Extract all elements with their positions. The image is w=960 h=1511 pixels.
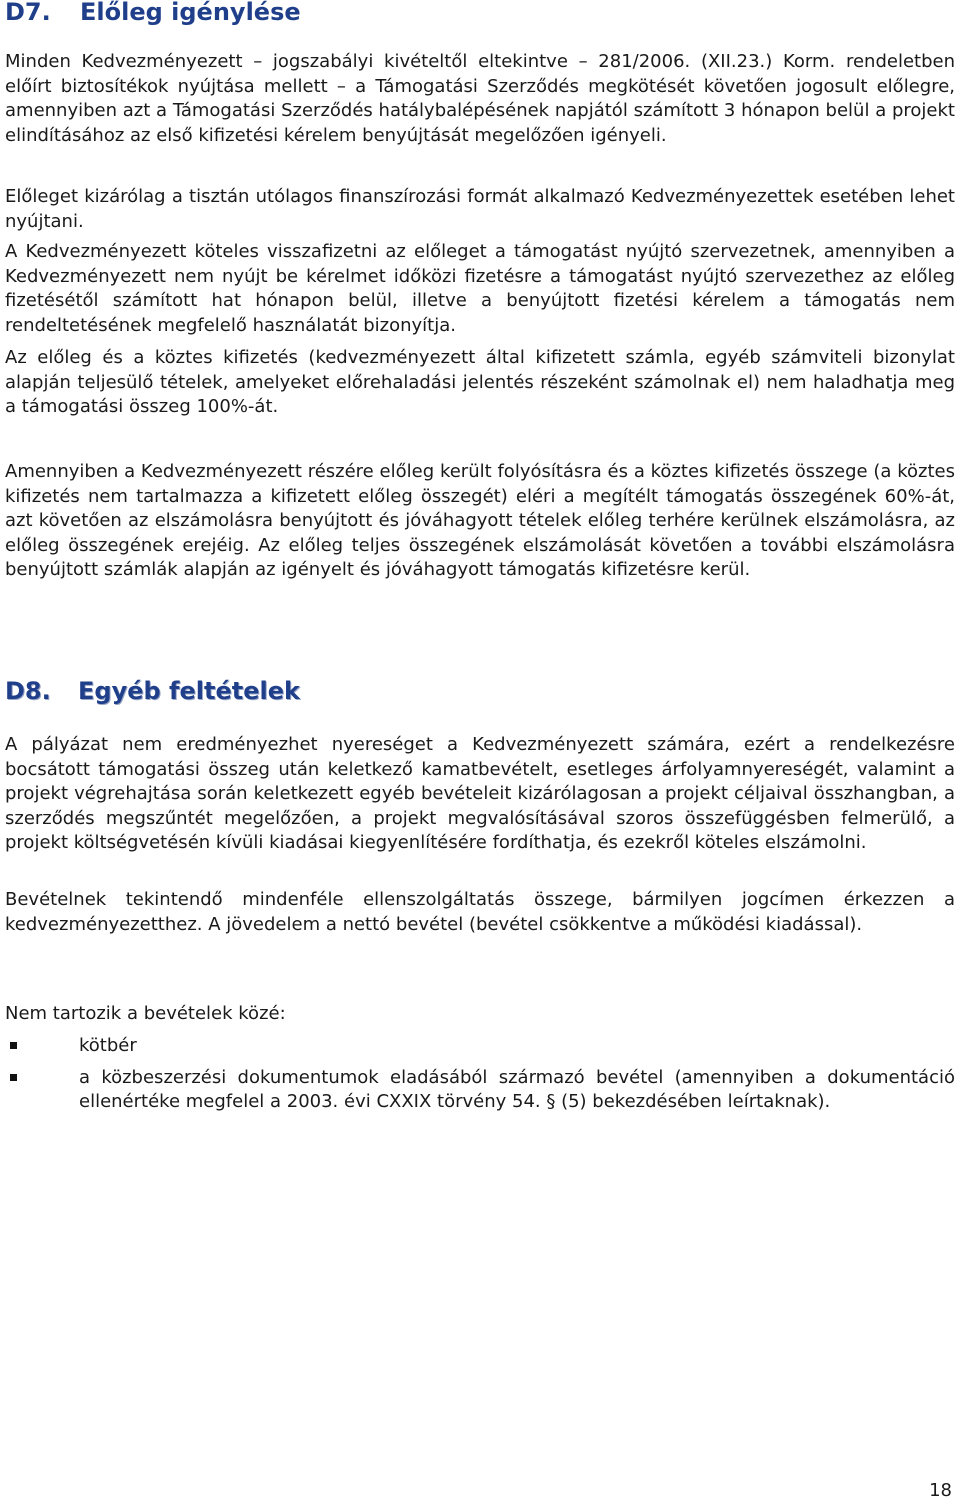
list-item: [5, 1066, 955, 1115]
list-item-text: kötbér: [79, 1035, 137, 1056]
section-d7-title: Előleg igénylése: [80, 0, 301, 26]
section-d8-heading: [5, 677, 300, 705]
section-d7-heading: [5, 0, 301, 26]
section-d8-title: Egyéb feltételek: [78, 677, 300, 705]
d7-paragraph-1: Minden Kedvezményezett – jogszabályi kivételtől eltekintve – 281/2006. (XII.23.) Korm. rendeletben előírt biztosítékok nyújtása mellett – a Támogatási Szerződés megkötését követően jogosult előlegre, amennyiben azt a Támogatási Szerződés hatálybalépésének napjától számított 3 hónapon belül a projekt elindításához az első kifizetési kérelem benyújtását megelőzően igényeli.: [5, 51, 955, 146]
square-bullet-icon: [10, 1042, 17, 1049]
d7-paragraph-2: Előleget kizárólag a tisztán utólagos finanszírozási formát alkalmazó Kedvezményezettek esetében lehet nyújtani.: [5, 186, 955, 232]
section-d7-number: D7.: [5, 0, 51, 26]
page-number: 18: [929, 1480, 952, 1501]
d8-paragraph-1: A pályázat nem eredményezhet nyereséget a Kedvezményezett számára, ezért a rendelkezésre bocsátott támogatási összeg után keletkező kamatbevételt, esetleges árfolyamnyereségét, valamint a projekt végrehajtása során keletkezett egyéb bevételeit kizárólagosan a projekt céljaival összhangban, a szerződés megszűntét megelőzően, a projekt megvalósításával szoros összefüggésben felmerülő, a projekt költségvetésén kívüli kiadásai kiegyenlítésére fordíthatja, és ezekről köteles elszámolni.: [5, 734, 955, 853]
section-d8-number: D8.: [5, 677, 51, 705]
d7-paragraph-3: A Kedvezményezett köteles visszafizetni az előleget a támogatást nyújtó szervezetnek, amennyiben a Kedvezményezett nem nyújt be kérelmet időközi fizetésre a támogatást nyújtó szervezethez az előleg fizetésétől számított hat hónapon belül, illetve a benyújtott fizetési kérelem a támogatás nem rendeltetésének megfelelő használatát bizonyítja.: [5, 241, 955, 336]
d8-paragraph-3: Nem tartozik a bevételek közé:: [5, 1003, 286, 1024]
d7-paragraph-5: Amennyiben a Kedvezményezett részére előleg került folyósításra és a köztes kifizetés összege (a köztes kifizetés nem tartalmazza a kifizetett előleg összegét) eléri a megítélt támogatás összegének 60%-át, azt követően az elszámolásra benyújtott és jóváhagyott tételek előleg terhére kerülnek elszámolásra, az előleg összegének erejéig. Az előleg teljes összegének elszámolását követően a további elszámolásra benyújtott számlák alapján az igényelt és jóváhagyott támogatás kifizetésre kerül.: [5, 461, 955, 580]
exclusions-list: [5, 1034, 955, 1115]
list-item: [5, 1034, 955, 1059]
square-bullet-icon: [10, 1074, 17, 1081]
list-item-text: a közbeszerzési dokumentumok eladásából származó bevétel (amennyiben a dokumentáció ellenértéke megfelel a 2003. évi CXXIX törvény 54. § (5) bekezdésében leírtaknak).: [79, 1066, 955, 1112]
d8-paragraph-2: Bevételnek tekintendő mindenféle ellenszolgáltatás összege, bármilyen jogcímen érkezzen a kedvezményezetthez. A jövedelem a nettó bevétel (bevétel csökkentve a működési kiadással).: [5, 889, 955, 935]
d7-paragraph-4: Az előleg és a köztes kifizetés (kedvezményezett által kifizetett számla, egyéb számviteli bizonylat alapján teljesülő tételek, amelyeket előrehaladási jelentés részeként számolnak el) nem haladhatja meg a támogatási összeg 100%-át.: [5, 347, 955, 417]
